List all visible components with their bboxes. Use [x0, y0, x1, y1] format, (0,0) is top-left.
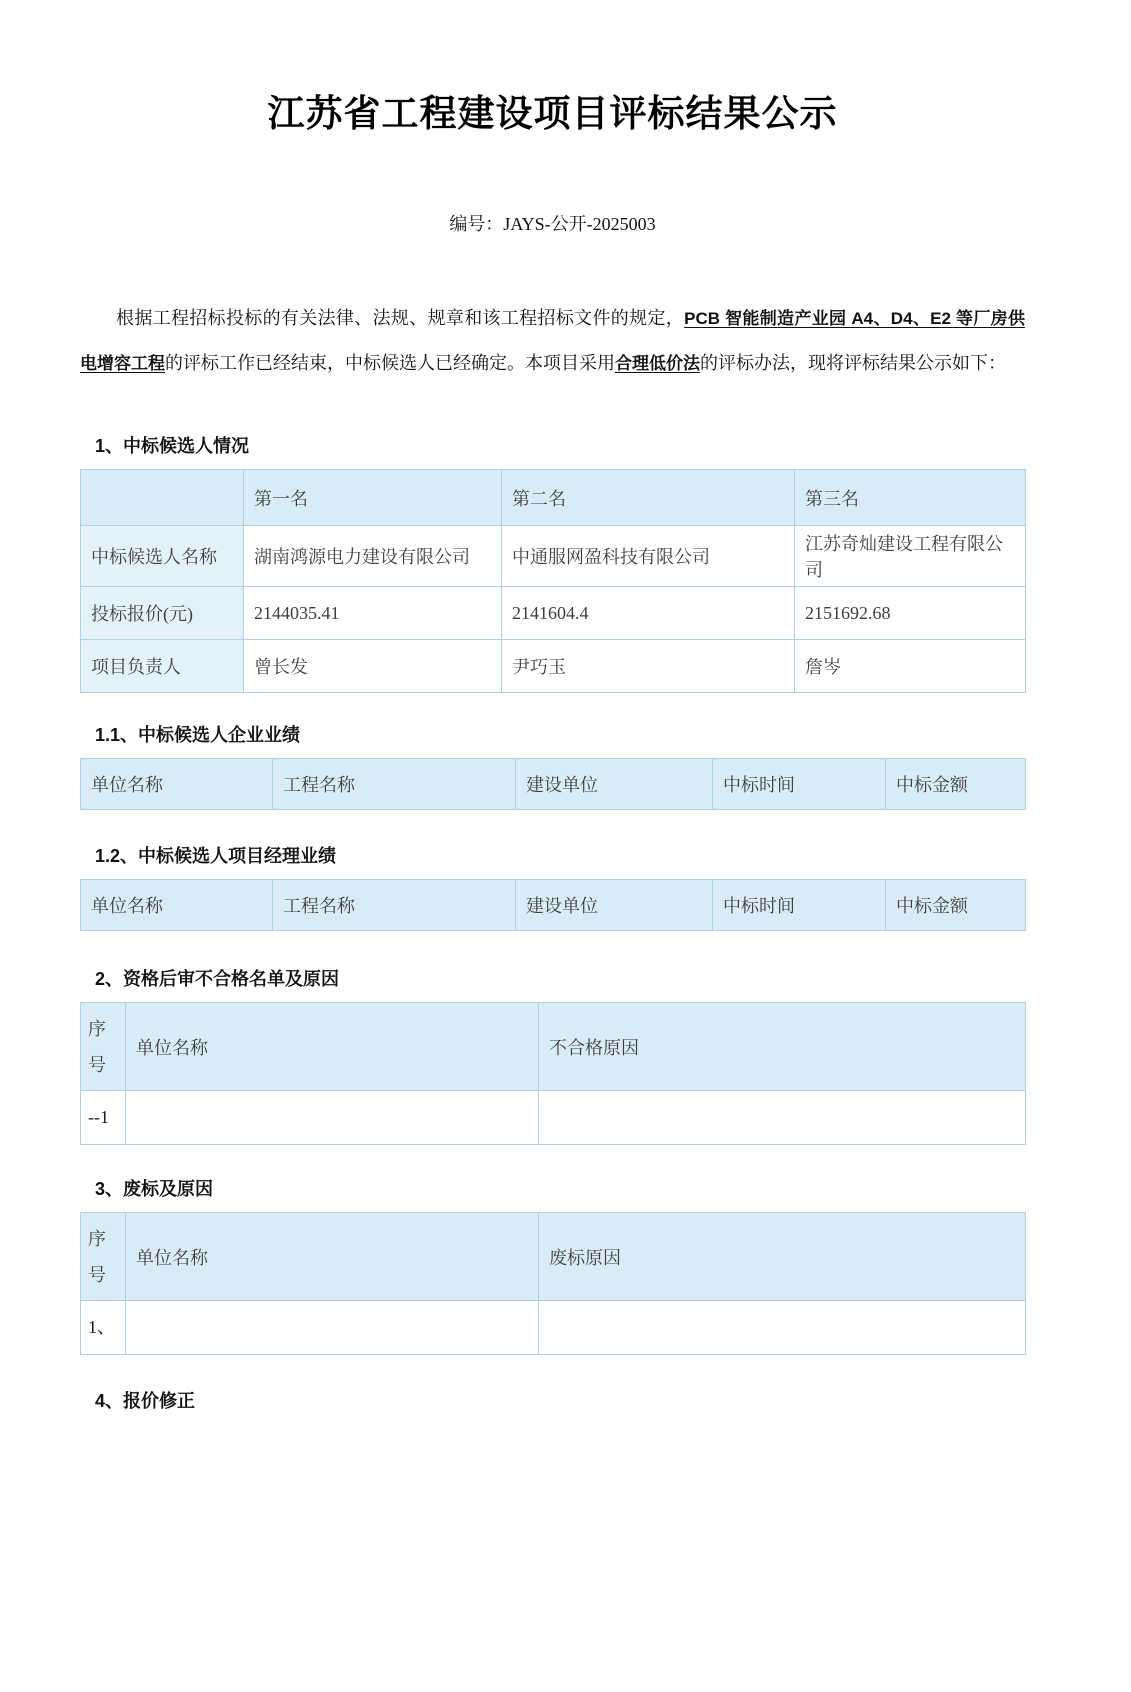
company-performance-table	[80, 758, 1026, 810]
manager-performance-table	[80, 879, 1026, 931]
seq-number-cell: --1	[81, 1091, 126, 1145]
column-header-disqualify-reason: 不合格原因	[539, 1003, 1026, 1091]
bid-price-cell: 2141604.4	[502, 587, 795, 640]
column-header-blank	[81, 470, 244, 526]
section-1-2-heading: 1.2、中标候选人项目经理业绩	[95, 846, 337, 867]
table-row-bid-price	[81, 587, 1026, 640]
table-row-candidate-name	[81, 526, 1026, 587]
column-header-award-time: 中标时间	[713, 759, 886, 810]
column-header-unit-name: 单位名称	[126, 1003, 539, 1091]
page-title: 江苏省工程建设项目评标结果公示	[267, 94, 838, 135]
table-row-project-manager	[81, 640, 1026, 693]
unit-name-cell	[126, 1301, 539, 1355]
column-header-award-amount: 中标金额	[886, 759, 1026, 810]
column-header-project-name: 工程名称	[273, 759, 516, 810]
column-header-seq-number: 序号	[81, 1213, 126, 1301]
row-label: 中标候选人名称	[81, 526, 244, 587]
section-1-heading: 1、中标候选人情况	[95, 436, 250, 457]
unit-name-cell	[126, 1091, 539, 1145]
candidates-table	[80, 469, 1026, 693]
column-header-award-time: 中标时间	[713, 880, 886, 931]
table-header-row	[81, 880, 1026, 931]
project-manager-cell: 詹岑	[795, 640, 1026, 693]
doc-number: 编号：JAYS-公开-2025003	[449, 214, 656, 235]
project-manager-cell: 尹巧玉	[502, 640, 795, 693]
document-page	[80, 92, 1025, 1413]
bid-price-cell: 2151692.68	[795, 587, 1026, 640]
column-header-project-name: 工程名称	[273, 880, 516, 931]
column-header-award-amount: 中标金额	[886, 880, 1026, 931]
section-2-heading: 2、资格后审不合格名单及原因	[95, 969, 340, 990]
reject-reason-cell	[539, 1301, 1026, 1355]
table-row	[81, 1091, 1026, 1145]
disqualify-reason-cell	[539, 1091, 1026, 1145]
table-header-row	[81, 470, 1026, 526]
intro-text: 的评标办法，现将评标结果公示如下：	[700, 353, 1006, 374]
column-header-seq-number: 序号	[81, 1003, 126, 1091]
evaluation-method-emphasis: 合理低价法	[615, 354, 700, 374]
column-header-unit-name: 单位名称	[81, 880, 273, 931]
row-label: 项目负责人	[81, 640, 244, 693]
column-header-second-place: 第二名	[502, 470, 795, 526]
column-header-reject-reason: 废标原因	[539, 1213, 1026, 1301]
table-header-row	[81, 1213, 1026, 1301]
seq-number-cell: 1、	[81, 1301, 126, 1355]
rejected-bids-table	[80, 1212, 1026, 1355]
bid-price-cell: 2144035.41	[244, 587, 502, 640]
intro-text: 根据工程招标投标的有关法律、法规、规章和该工程招标文件的规定，	[116, 308, 685, 329]
intro-paragraph	[80, 296, 1025, 386]
candidate-name-cell: 江苏奇灿建设工程有限公司	[795, 526, 1026, 587]
column-header-construction-unit: 建设单位	[516, 759, 713, 810]
intro-text: 的评标工作已经结束，中标候选人已经确定。本项目采用	[165, 353, 615, 374]
disqualified-table	[80, 1002, 1026, 1145]
column-header-unit-name: 单位名称	[126, 1213, 539, 1301]
section-3-heading: 3、废标及原因	[95, 1179, 214, 1200]
project-manager-cell: 曾长发	[244, 640, 502, 693]
table-header-row	[81, 759, 1026, 810]
candidate-name-cell: 湖南鸿源电力建设有限公司	[244, 526, 502, 587]
section-4-heading: 4、报价修正	[95, 1391, 196, 1412]
column-header-third-place: 第三名	[795, 470, 1026, 526]
project-name-emphasis: PCB 智能制造产业园 A4、D4、E2 等厂房供电增容工程	[80, 309, 1025, 374]
section-1-1-heading: 1.1、中标候选人企业业绩	[95, 725, 301, 746]
row-label: 投标报价(元)	[81, 587, 244, 640]
table-row	[81, 1301, 1026, 1355]
candidate-name-cell: 中通服网盈科技有限公司	[502, 526, 795, 587]
column-header-construction-unit: 建设单位	[516, 880, 713, 931]
column-header-first-place: 第一名	[244, 470, 502, 526]
table-header-row	[81, 1003, 1026, 1091]
column-header-unit-name: 单位名称	[81, 759, 273, 810]
